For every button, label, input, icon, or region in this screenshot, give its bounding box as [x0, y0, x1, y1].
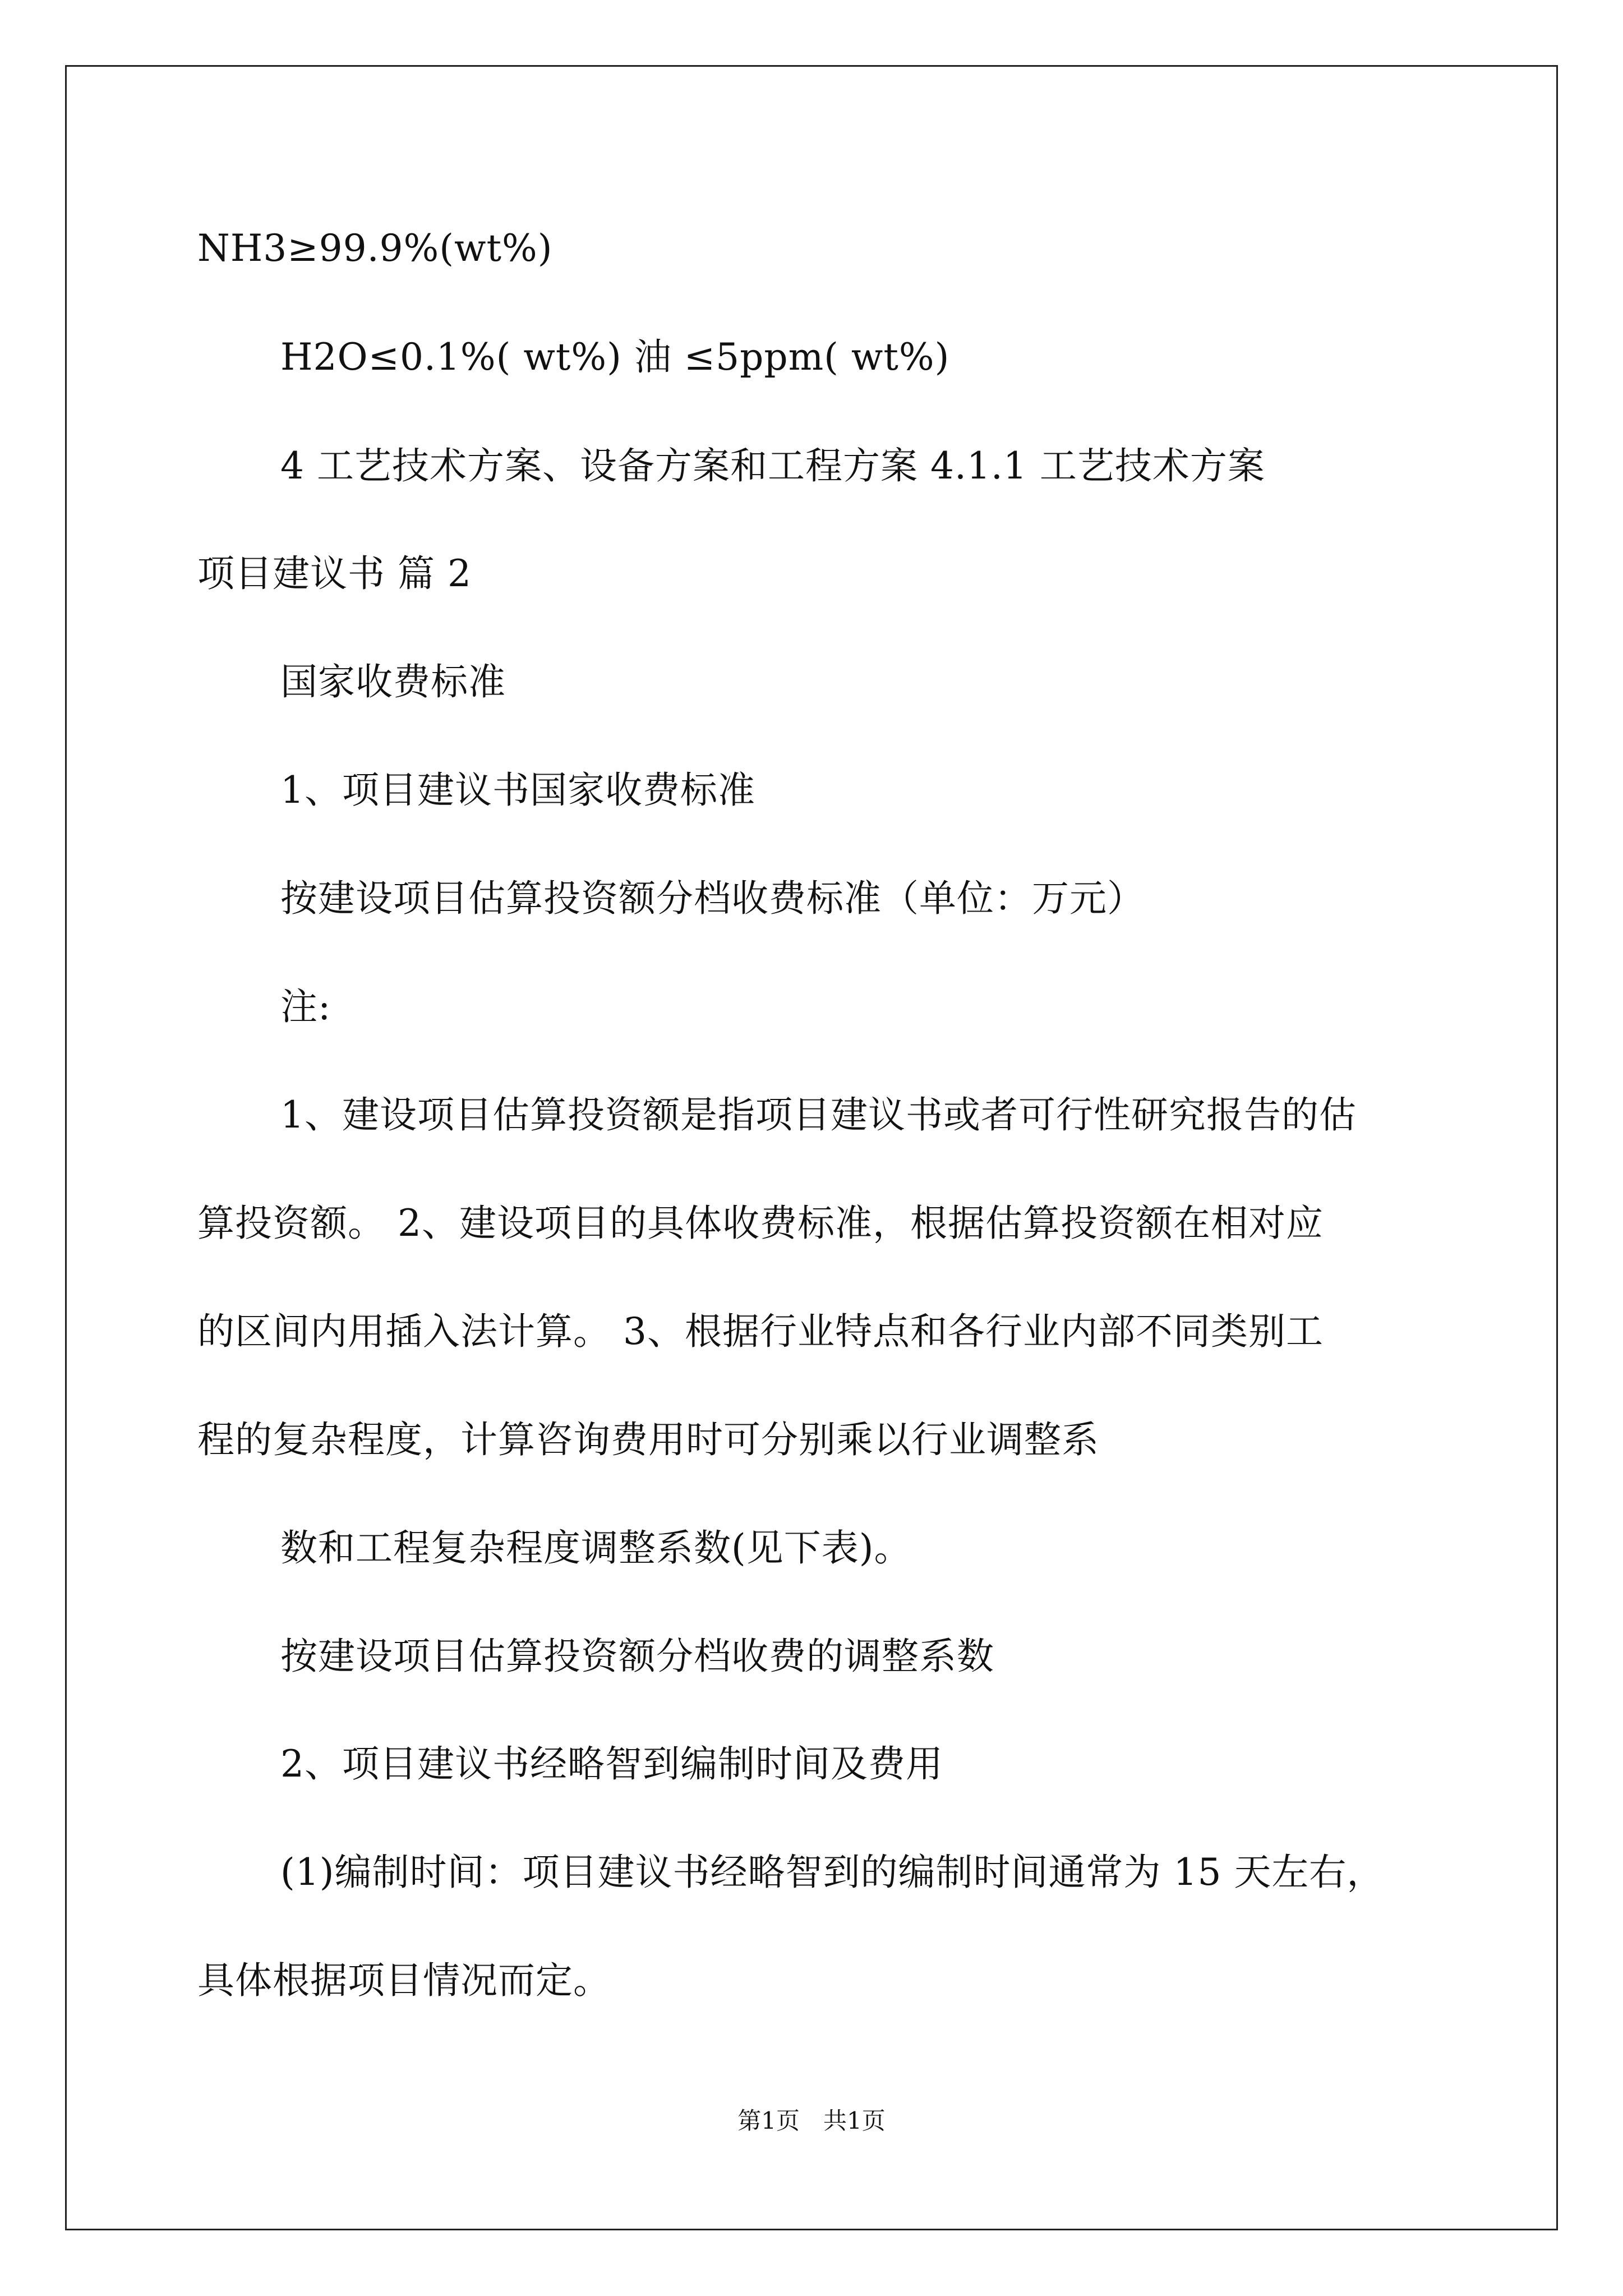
article-title: 项目建议书 篇 2	[197, 552, 472, 595]
paragraph-heading: 国家收费标准	[280, 660, 506, 703]
paragraph-line: 具体根据项目情况而定。	[197, 1959, 611, 2002]
page-border	[65, 65, 1558, 2230]
paragraph-line: 按建设项目估算投资额分档收费的调整系数	[280, 1635, 994, 1678]
section-heading-4: 4 工艺技术方案、设备方案和工程方案 4.1.1 工艺技术方案	[280, 444, 1265, 487]
paragraph-line: 数和工程复杂程度调整系数(见下表)。	[280, 1526, 912, 1570]
spec-h2o-line: H2O≤0.1%( wt%) 油 ≤5ppm( wt%)	[280, 335, 950, 379]
spec-nh3-line: NH3≥99.9%(wt%)	[197, 227, 553, 270]
paragraph-line: 1、建设项目估算投资额是指项目建议书或者可行性研究报告的估	[280, 1093, 1357, 1137]
paragraph-line: 的区间内用插入法计算。 3、根据行业特点和各行业内部不同类别工	[197, 1310, 1324, 1353]
paragraph-line: 按建设项目估算投资额分档收费标准（单位：万元）	[280, 877, 1145, 920]
paragraph-line: 程的复杂程度，计算咨询费用时可分别乘以行业调整系	[197, 1418, 1099, 1461]
paragraph-line: 算投资额。 2、建设项目的具体收费标准，根据估算投资额在相对应	[197, 1202, 1324, 1245]
paragraph-line: 2、项目建议书经略智到编制时间及费用	[280, 1742, 943, 1786]
paragraph-line: 注:	[280, 985, 331, 1028]
paragraph-line: (1)编制时间：项目建议书经略智到的编制时间通常为 15 天左右，	[280, 1851, 1385, 1894]
page-footer: 第1页 共1页	[737, 2107, 886, 2134]
paragraph-line: 1、项目建议书国家收费标准	[280, 769, 755, 812]
